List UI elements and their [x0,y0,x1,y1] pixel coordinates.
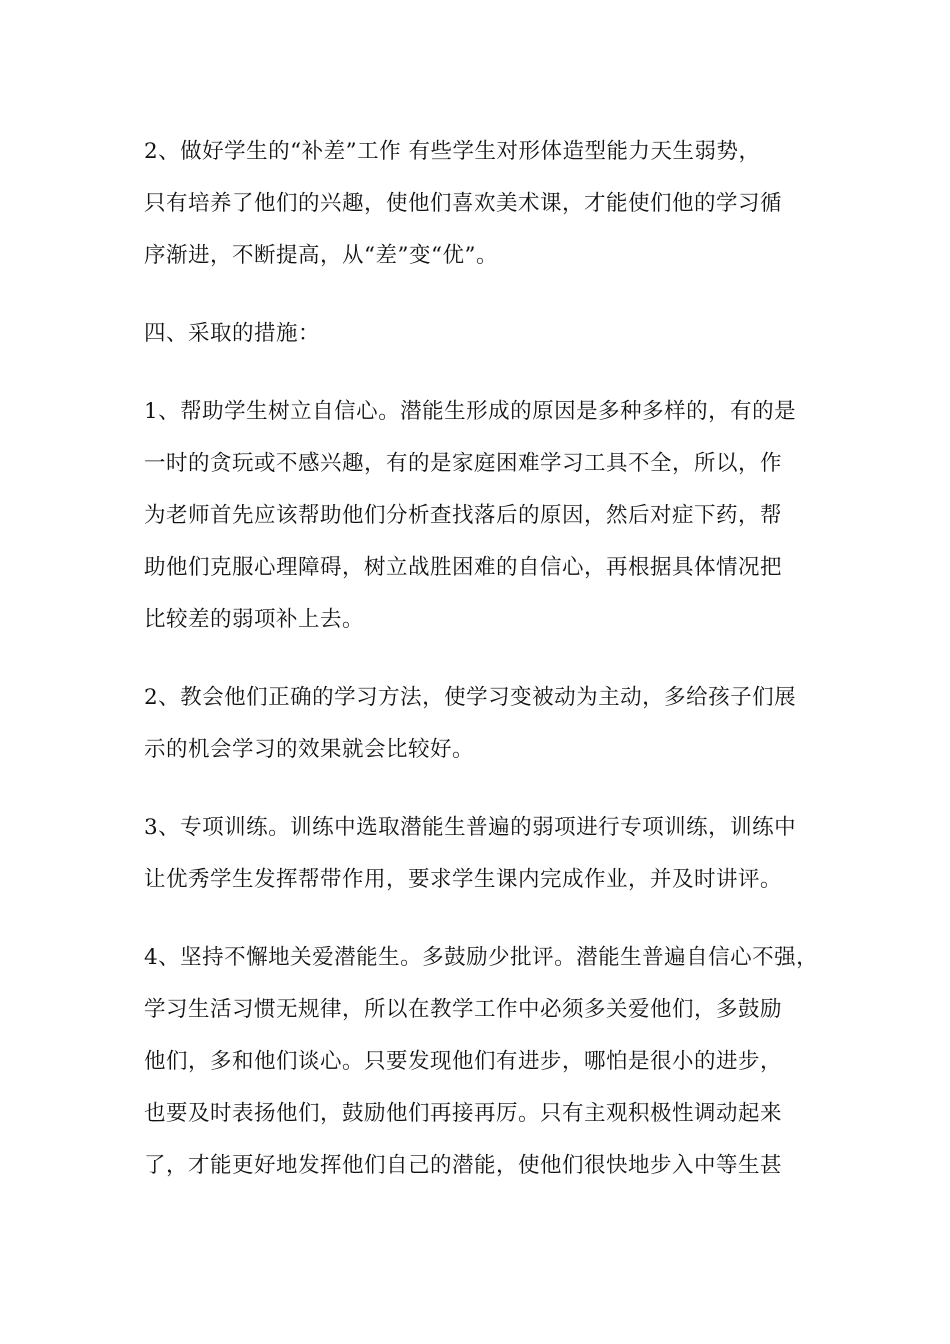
text-line: 4、坚持不懈地关爱潜能生。多鼓励少批评。潜能生普遍自信心不强， [144,945,819,970]
text-line: 示的机会学习的效果就会比较好。 [144,737,475,762]
text-line: 一时的贪玩或不感兴趣，有的是家庭困难学习工具不全，所以，作 [144,451,783,476]
text-line: 只有培养了他们的兴趣，使他们喜欢美术课，才能使们他的学习循 [144,191,783,216]
paragraph-measure-3 [144,802,824,906]
text-line: 序渐进，不断提高，从“差”变“优”。 [144,243,498,268]
text-line: 为老师首先应该帮助他们分析查找落后的原因，然后对症下药，帮 [144,503,783,528]
text-line: 2、做好学生的“补差”工作 有些学生对形体造型能力天生弱势， [144,139,761,164]
document-body [144,126,824,1218]
text-line: 也要及时表扬他们，鼓励他们再接再厉。只有主观积极性调动起来 [144,1101,783,1126]
section-heading-measures [144,308,824,360]
paragraph-measure-4 [144,932,824,1192]
text-line: 3、专项训练。训练中选取潜能生普遍的弱项进行专项训练，训练中 [144,815,797,840]
text-line: 学习生活习惯无规律，所以在教学工作中必须多关爱他们，多鼓励 [144,997,783,1022]
text-line: 他们，多和他们谈心。只要发现他们有进步，哪怕是很小的进步， [144,1049,783,1074]
paragraph-measure-1 [144,386,824,646]
text-line: 助他们克服心理障碍，树立战胜困难的自信心，再根据具体情况把 [144,555,783,580]
paragraph-remedial-work [144,126,824,282]
text-line: 比较差的弱项补上去。 [144,607,365,632]
text-line: 2、教会他们正确的学习方法，使学习变被动为主动，多给孩子们展 [144,685,797,710]
text-line: 让优秀学生发挥帮带作用，要求学生课内完成作业，并及时讲评。 [144,867,783,892]
text-line: 了，才能更好地发挥他们自己的潜能，使他们很快地步入中等生甚 [144,1153,783,1178]
text-line: 1、帮助学生树立自信心。潜能生形成的原因是多种多样的，有的是 [144,399,797,424]
heading-line: 四、采取的措施： [144,321,321,346]
paragraph-measure-2 [144,672,824,776]
